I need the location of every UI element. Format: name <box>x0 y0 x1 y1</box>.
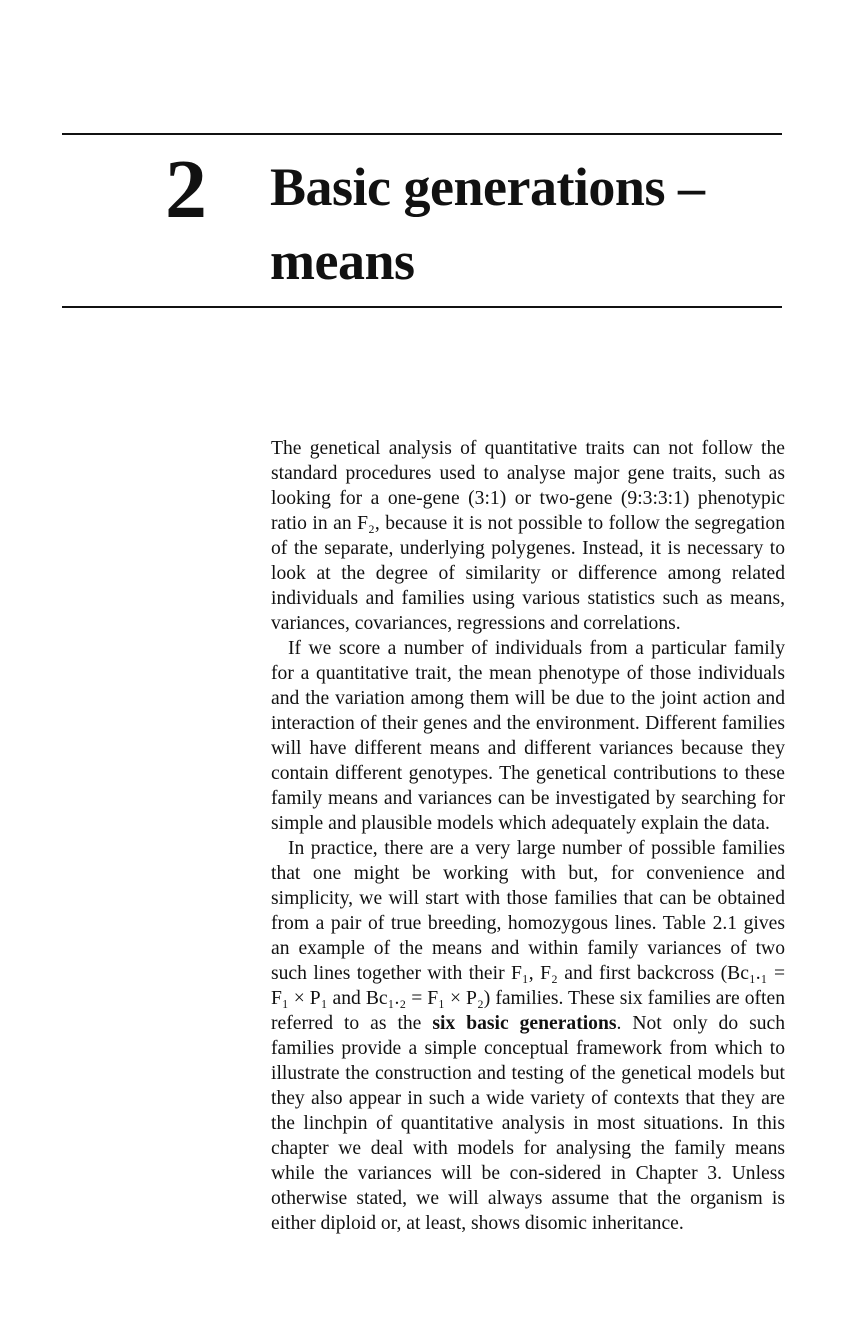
paragraph-3-part-b: . Not only do such families provide a simple conceptual framework from which to illustrate the construction and testing of the genetical models but they also appear in such a wide variety of contexts that they are the linchpin of quantitative analysis in most situations. In this chapter we deal with models for analysing the family means while the variances will be con-sidered in Chapter 3. Unless otherwise stated, we will always assume that the organism is either diploid or, at least, shows disomic inheritance. <box>271 1013 785 1234</box>
paragraph-3 <box>271 836 785 1236</box>
top-rule <box>62 133 782 135</box>
bottom-rule <box>62 306 782 308</box>
key-term-six-basic-generations: six basic generations <box>432 1013 617 1034</box>
paragraph-3-part-a: In practice, there are a very large number of possible families that one might be working with but, for convenience and simplicity, we will start with those families that can be obtained from a pair of true breeding, homozygous lines. Table 2.1 gives an example of the means and within family variances of two such lines together with their F₁, F₂ and first backcross (Bc₁.₁ = F₁ × P₁ and Bc₁.₂ = F₁ × P₂) families. These six families are often referred to as the <box>271 838 785 1034</box>
chapter-number: 2 <box>165 143 205 236</box>
paragraph-2: If we score a number of individuals from a particular family for a quantitative trait, the mean phenotype of those individuals and the variation among them will be due to the joint action and interaction of their genes and the environment. Different families will have different means and different variances because they contain different genotypes. The genetical contributions to these family means and variances can be investigated by searching for simple and plausible models which adequately explain the data. <box>271 638 785 834</box>
paragraph-1: The genetical analysis of quantitative traits can not follow the standard procedures used to analyse major gene traits, such as looking for a one-gene (3:1) or two-gene (9:3:3:1) phenotypic ratio in an F₂, because it is not possible to follow the segregation of the separate, underlying polygenes. Instead, it is necessary to look at the degree of similarity or difference among related individuals and families using various statistics such as means, variances, covariances, regressions and correlations. <box>271 438 785 634</box>
body-text <box>271 436 785 1236</box>
chapter-title: Basic generations – means <box>270 157 705 291</box>
